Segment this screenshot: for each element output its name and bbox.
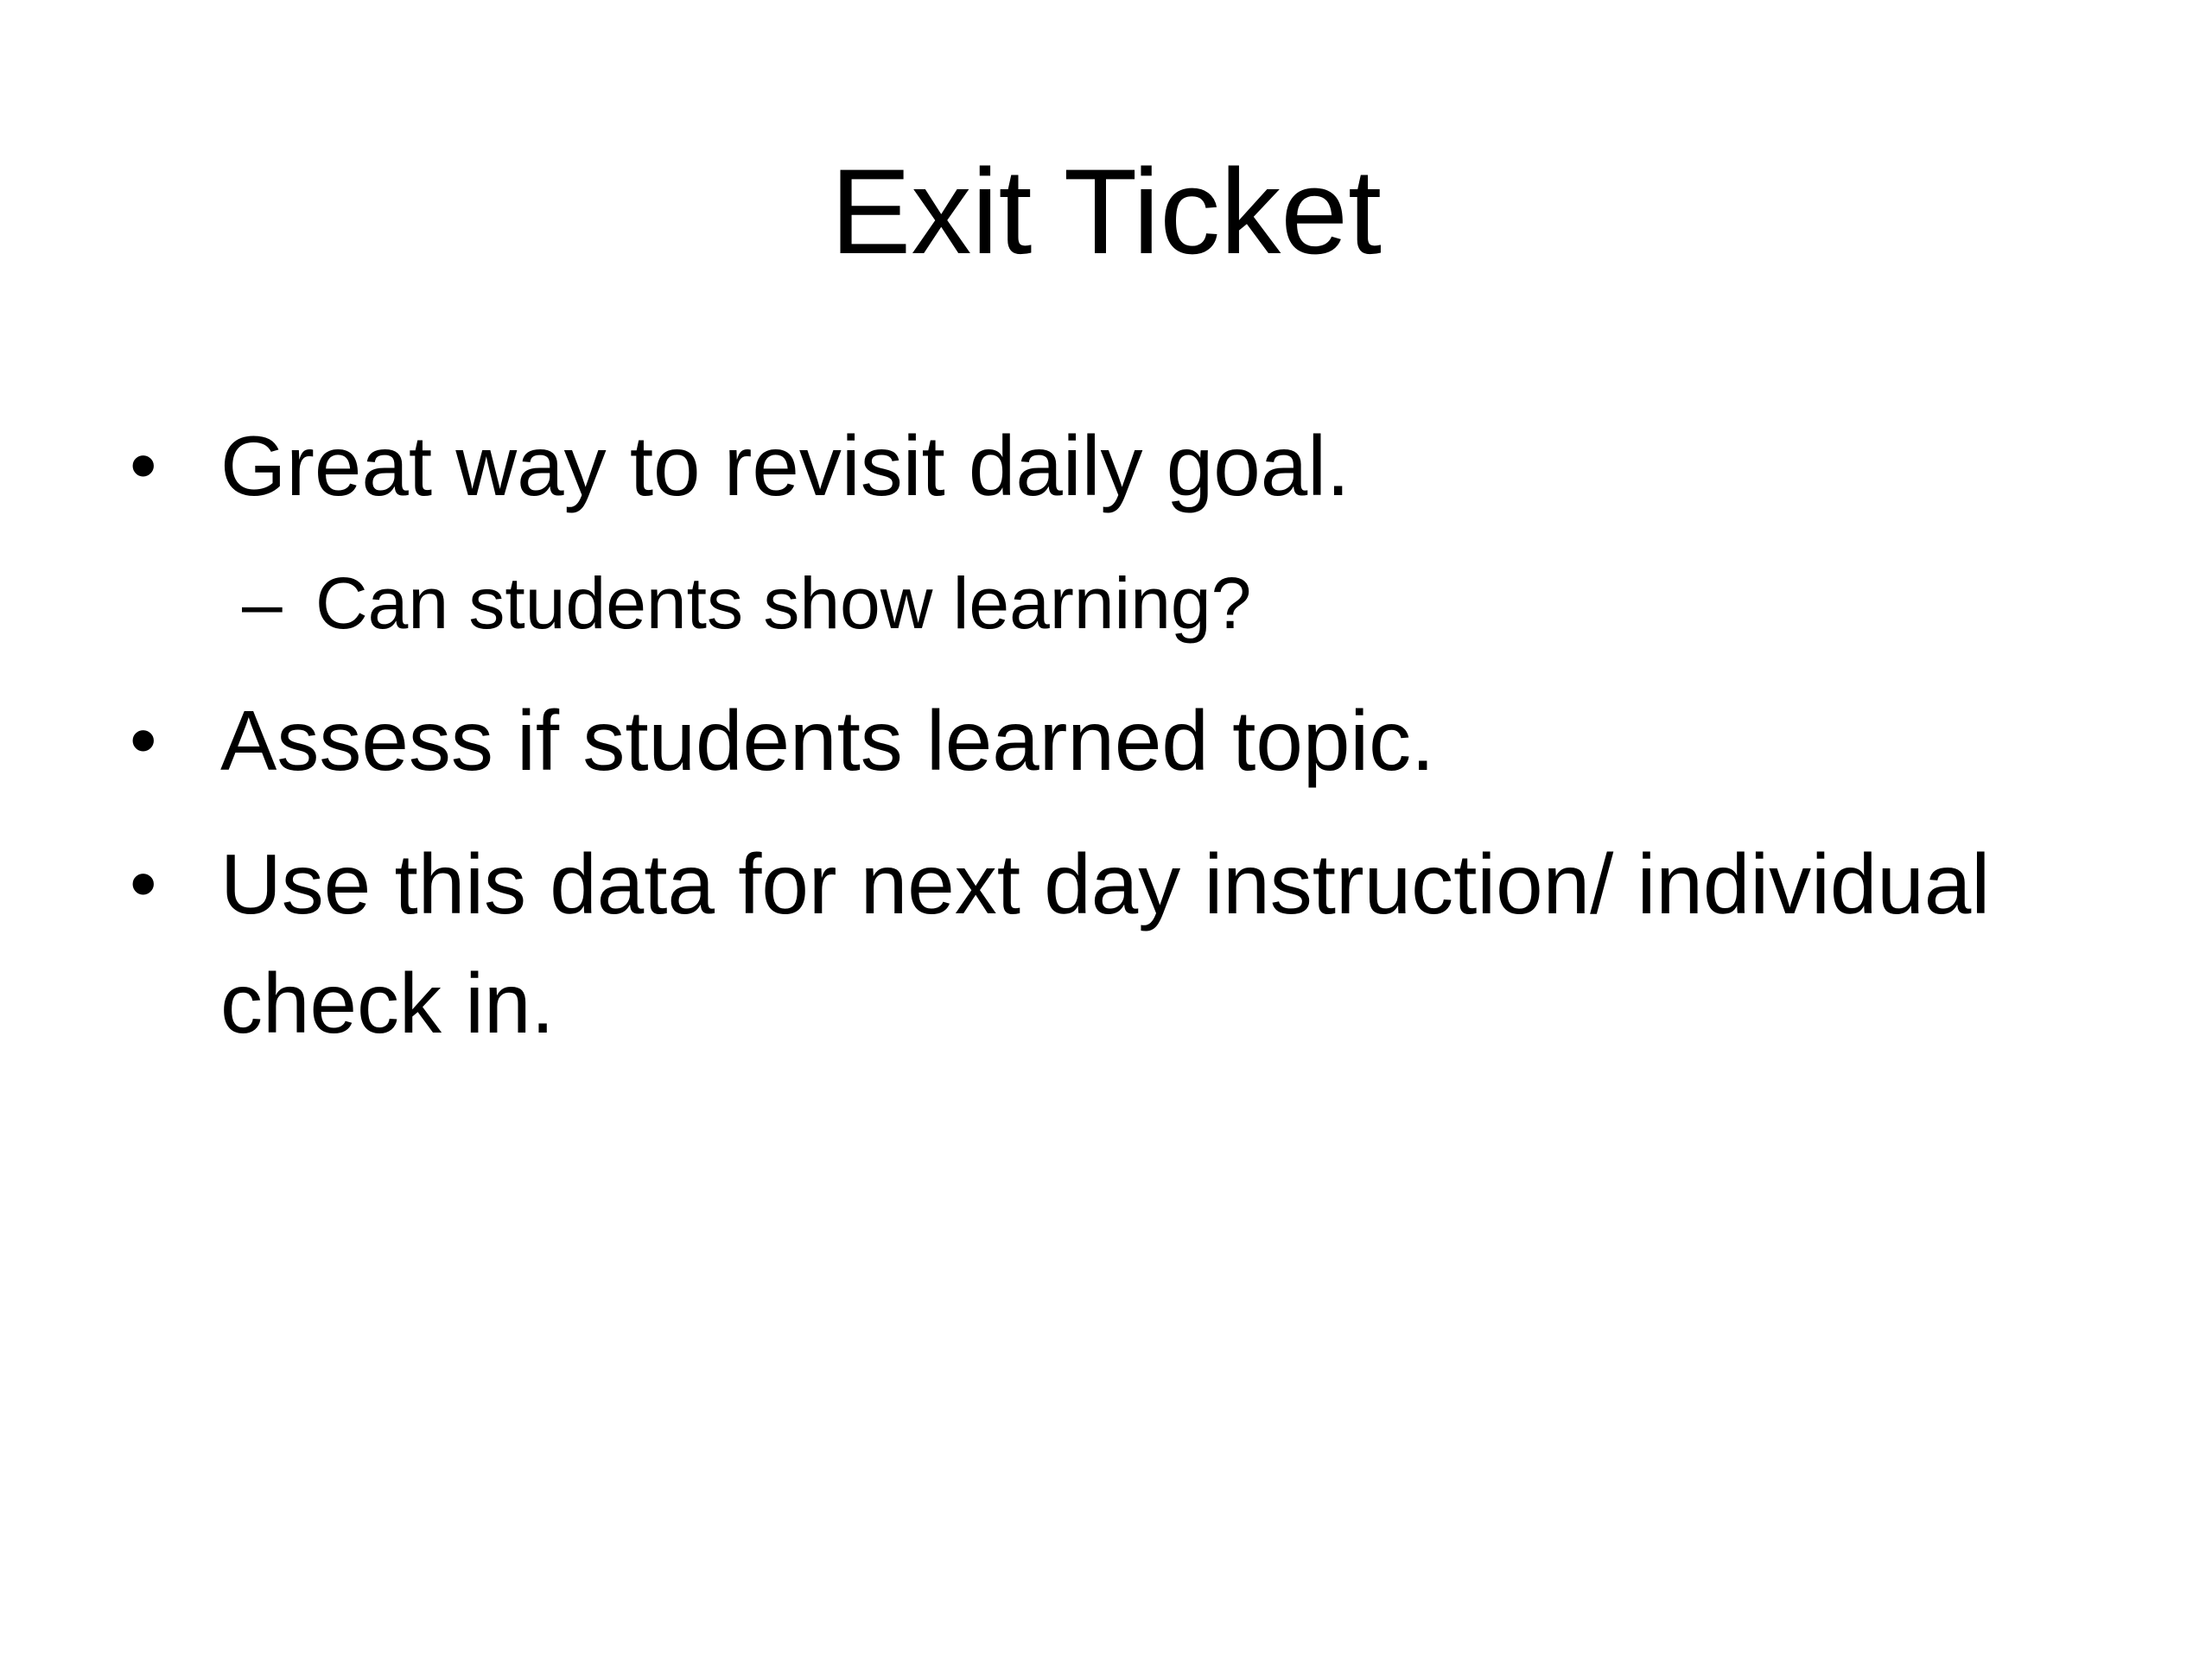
bullet-item xyxy=(130,406,2031,525)
slide-title: Exit Ticket xyxy=(830,143,1382,279)
sub-bullet-text: Can students show learning? xyxy=(315,563,1252,644)
sub-bullet-item xyxy=(130,550,2031,657)
bullet-text: Great way to revisit daily goal. xyxy=(220,418,1351,513)
bullet-item xyxy=(130,681,2031,800)
bullet-list xyxy=(130,406,2031,1087)
bullet-marker: • xyxy=(130,841,157,927)
bullet-text: Assess if students learned topic. xyxy=(220,693,1435,788)
bullet-text: Use this data for next day instruction/ individual check in. xyxy=(220,836,1991,1051)
bullet-marker: • xyxy=(130,423,157,509)
bullet-marker: • xyxy=(130,697,157,784)
bullet-item xyxy=(130,824,2031,1063)
sub-bullet-marker: – xyxy=(242,563,283,644)
